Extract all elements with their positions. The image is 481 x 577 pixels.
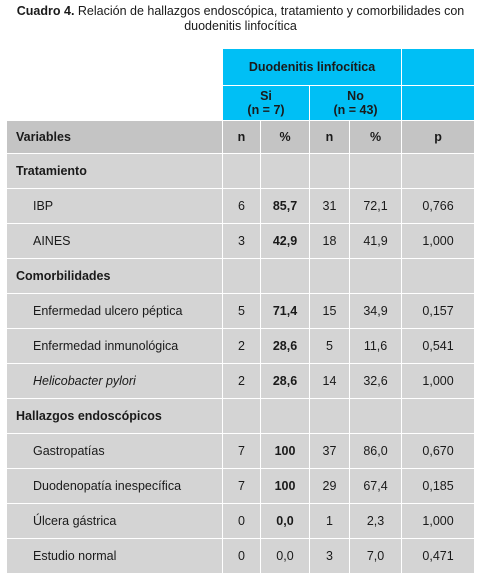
row-pct-no: 7,0 bbox=[350, 539, 402, 574]
row-n-no: 1 bbox=[310, 504, 350, 539]
row-pct-no: 34,9 bbox=[350, 294, 402, 329]
caption-label: Cuadro 4. bbox=[16, 4, 75, 18]
column-header-row bbox=[7, 121, 475, 154]
row-pct-si: 0,0 bbox=[261, 539, 310, 574]
section-filler-cell bbox=[350, 259, 402, 294]
row-n-si: 6 bbox=[223, 189, 261, 224]
table-row bbox=[7, 294, 475, 329]
row-n-si: 5 bbox=[223, 294, 261, 329]
section-filler-cell bbox=[310, 399, 350, 434]
row-pct-no: 32,6 bbox=[350, 364, 402, 399]
row-variable: Enfermedad inmunológica bbox=[7, 329, 223, 364]
header-sub-spacer bbox=[402, 86, 475, 121]
caption-text: Relación de hallazgos endoscópica, tratamiento y comorbilidades con duodenitis linfocítica bbox=[74, 4, 465, 33]
row-p: 1,000 bbox=[402, 504, 475, 539]
row-p: 0,541 bbox=[402, 329, 475, 364]
row-pct-si: 42,9 bbox=[261, 224, 310, 259]
row-variable: Helicobacter pylori bbox=[7, 364, 223, 399]
row-n-no: 5 bbox=[310, 329, 350, 364]
row-n-no: 3 bbox=[310, 539, 350, 574]
row-p: 0,766 bbox=[402, 189, 475, 224]
row-pct-no: 72,1 bbox=[350, 189, 402, 224]
section-filler-cell bbox=[223, 399, 261, 434]
table-row bbox=[7, 504, 475, 539]
table-caption bbox=[0, 4, 481, 34]
section-filler-cell bbox=[223, 259, 261, 294]
section-filler-cell bbox=[310, 154, 350, 189]
row-n-no: 31 bbox=[310, 189, 350, 224]
column-header-pct-si: % bbox=[261, 121, 310, 154]
row-n-no: 37 bbox=[310, 434, 350, 469]
row-pct-si: 71,4 bbox=[261, 294, 310, 329]
section-filler-cell bbox=[350, 154, 402, 189]
row-n-si: 7 bbox=[223, 469, 261, 504]
table-row bbox=[7, 224, 475, 259]
section-title: Tratamiento bbox=[7, 154, 223, 189]
section-title: Comorbilidades bbox=[7, 259, 223, 294]
column-header-n-si: n bbox=[223, 121, 261, 154]
row-variable: IBP bbox=[7, 189, 223, 224]
row-pct-no: 41,9 bbox=[350, 224, 402, 259]
section-filler-cell bbox=[402, 154, 475, 189]
section-filler-cell bbox=[223, 154, 261, 189]
empty-corner bbox=[7, 49, 223, 86]
header-no bbox=[310, 86, 402, 121]
section-filler-cell bbox=[402, 399, 475, 434]
row-n-no: 18 bbox=[310, 224, 350, 259]
row-pct-si: 0,0 bbox=[261, 504, 310, 539]
section-title: Hallazgos endoscópicos bbox=[7, 399, 223, 434]
row-p: 0,185 bbox=[402, 469, 475, 504]
section-row bbox=[7, 154, 475, 189]
section-filler-cell bbox=[402, 259, 475, 294]
header-si bbox=[223, 86, 310, 121]
column-header-p: p bbox=[402, 121, 475, 154]
table-row bbox=[7, 434, 475, 469]
row-pct-si: 100 bbox=[261, 434, 310, 469]
section-filler-cell bbox=[261, 154, 310, 189]
row-variable: Gastropatías bbox=[7, 434, 223, 469]
group-header: Duodenitis linfocítica bbox=[223, 49, 402, 86]
row-pct-si: 100 bbox=[261, 469, 310, 504]
row-p: 1,000 bbox=[402, 224, 475, 259]
section-filler-cell bbox=[310, 259, 350, 294]
header-si-n: (n = 7) bbox=[247, 103, 285, 117]
row-pct-no: 86,0 bbox=[350, 434, 402, 469]
header-si-label: Si bbox=[260, 89, 272, 103]
group-header-spacer bbox=[402, 49, 475, 86]
header-no-label: No bbox=[347, 89, 364, 103]
row-p: 0,157 bbox=[402, 294, 475, 329]
row-pct-no: 11,6 bbox=[350, 329, 402, 364]
column-header-variables: Variables bbox=[7, 121, 223, 154]
empty-corner bbox=[7, 86, 223, 121]
header-no-n: (n = 43) bbox=[333, 103, 378, 117]
row-variable: Duodenopatía inespecífica bbox=[7, 469, 223, 504]
row-variable: AINES bbox=[7, 224, 223, 259]
results-table bbox=[6, 48, 475, 574]
row-p: 0,471 bbox=[402, 539, 475, 574]
row-n-no: 29 bbox=[310, 469, 350, 504]
row-n-si: 0 bbox=[223, 539, 261, 574]
table-row bbox=[7, 364, 475, 399]
table-row bbox=[7, 329, 475, 364]
section-row bbox=[7, 259, 475, 294]
row-n-si: 7 bbox=[223, 434, 261, 469]
row-variable: Estudio normal bbox=[7, 539, 223, 574]
row-n-si: 3 bbox=[223, 224, 261, 259]
table-row bbox=[7, 189, 475, 224]
section-row bbox=[7, 399, 475, 434]
table-row bbox=[7, 469, 475, 504]
row-n-si: 0 bbox=[223, 504, 261, 539]
section-filler-cell bbox=[350, 399, 402, 434]
section-filler-cell bbox=[261, 399, 310, 434]
row-variable: Enfermedad ulcero péptica bbox=[7, 294, 223, 329]
section-filler-cell bbox=[261, 259, 310, 294]
row-n-si: 2 bbox=[223, 329, 261, 364]
table-row bbox=[7, 539, 475, 574]
row-p: 0,670 bbox=[402, 434, 475, 469]
column-header-pct-no: % bbox=[350, 121, 402, 154]
row-pct-si: 28,6 bbox=[261, 329, 310, 364]
row-variable: Úlcera gástrica bbox=[7, 504, 223, 539]
column-header-n-no: n bbox=[310, 121, 350, 154]
row-p: 1,000 bbox=[402, 364, 475, 399]
row-pct-si: 85,7 bbox=[261, 189, 310, 224]
row-pct-no: 2,3 bbox=[350, 504, 402, 539]
row-n-no: 14 bbox=[310, 364, 350, 399]
row-pct-no: 67,4 bbox=[350, 469, 402, 504]
row-n-si: 2 bbox=[223, 364, 261, 399]
row-n-no: 15 bbox=[310, 294, 350, 329]
row-pct-si: 28,6 bbox=[261, 364, 310, 399]
